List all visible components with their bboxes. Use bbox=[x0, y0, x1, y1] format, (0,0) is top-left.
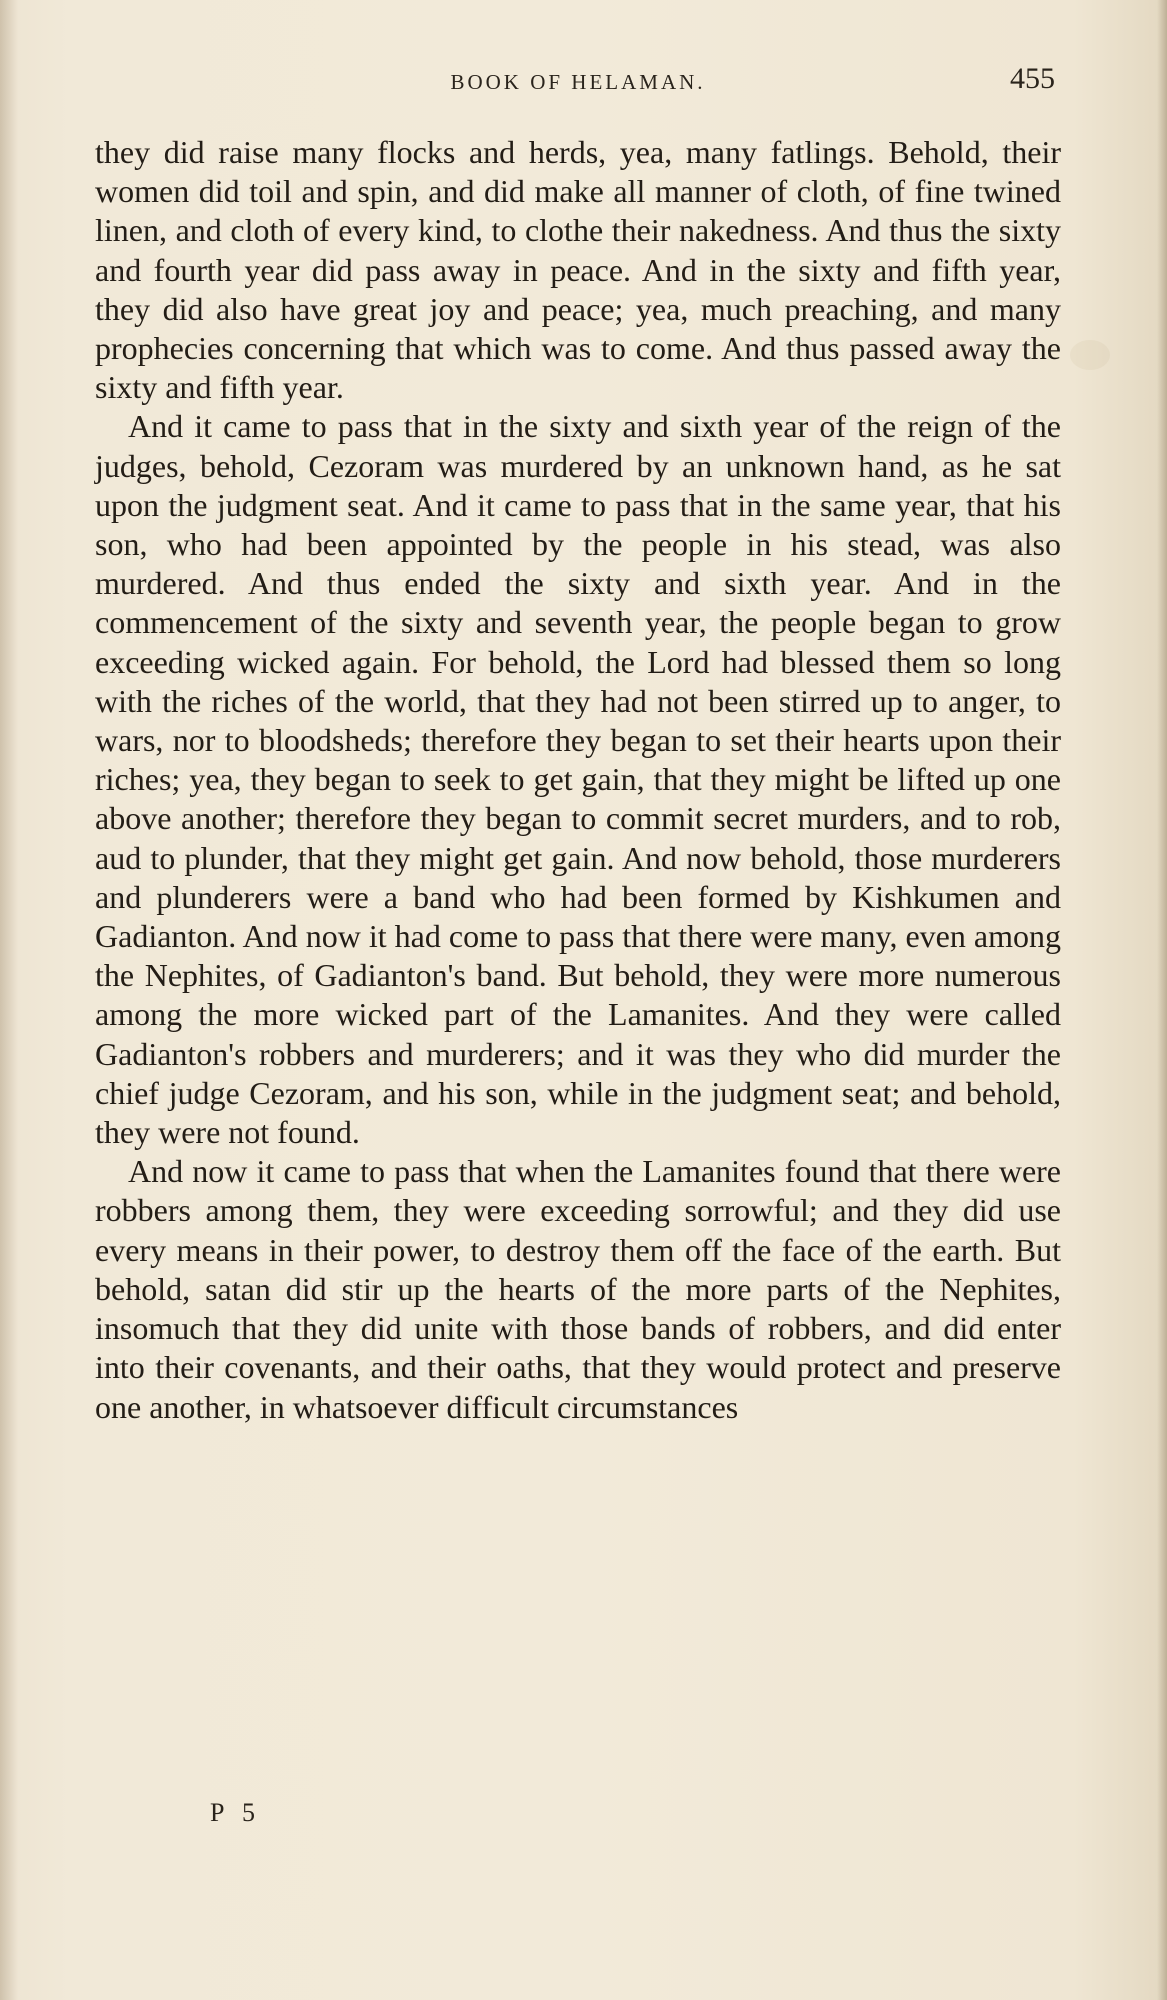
page-edge-shadow bbox=[1157, 0, 1167, 2000]
running-head bbox=[95, 62, 1061, 102]
paper-stain bbox=[1070, 340, 1110, 370]
running-title: BOOK OF HELAMAN. bbox=[450, 70, 706, 94]
signature-mark: P 5 bbox=[210, 1798, 261, 1827]
paragraph-continuation: they did raise many flocks and herds, yea, many fatlings. Behold, their women did toil and spin, and did make all manner of cloth, of fine twined linen, and cloth of every kind, to clothe their nakedness. And thus the sixty and fourth year did pass away in peace. And in the sixty and fifth year, they did also have great joy and peace; yea, much preaching, and many prophecies concerning that which was to come. And thus passed away the sixty and fifth year. bbox=[95, 134, 1061, 406]
spine-shadow bbox=[0, 0, 18, 2000]
body-text bbox=[95, 133, 1061, 1427]
paragraph-cezoram-murder: And it came to pass that in the sixty and sixth year of the reign of the judges, behold, Cezoram was murdered by an unknown hand, as he sat upon the judgment seat. And it came to pass that in the same year, that his son, who had been appointed by the people in his stead, was also murdered. And thus ended the sixty and sixth year. And in the commencement of the sixty and seventh year, the people began to grow exceeding wicked again. For behold, the Lord had blessed them so long with the riches of the world, that they had not been stirred up to anger, to wars, nor to bloodsheds; therefore they began to set their hearts upon their riches; yea, they began to seek to get gain, that they might be lifted up one above another; therefore they began to commit secret murders, and to rob, aud to plunder, that they might get gain. And now behold, those murderers and plunderers were a band who had been formed by Kishkumen and Gadianton. And now it had come to pass that there were many, even among the Nephites, of Gadianton's band. But behold, they were more numerous among the more wicked part of the Lamanites. And they were called Gadianton's robbers and murderers; and it was they who did murder the chief judge Cezoram, and his son, while in the judgment seat; and behold, they were not found. bbox=[95, 408, 1061, 1151]
paragraph-lamanites-robbers: And now it came to pass that when the Lamanites found that there were robbers among them, they were exceeding sorrowful; and they did use every means in their power, to destroy them off the face of the earth. But behold, satan did stir up the hearts of the more parts of the Nephites, insomuch that they did unite with those bands of robbers, and did enter into their covenants, and their oaths, that they would protect and preserve one another, in whatsoever difficult circumstances bbox=[95, 1153, 1061, 1425]
page-number: 455 bbox=[1010, 62, 1055, 95]
